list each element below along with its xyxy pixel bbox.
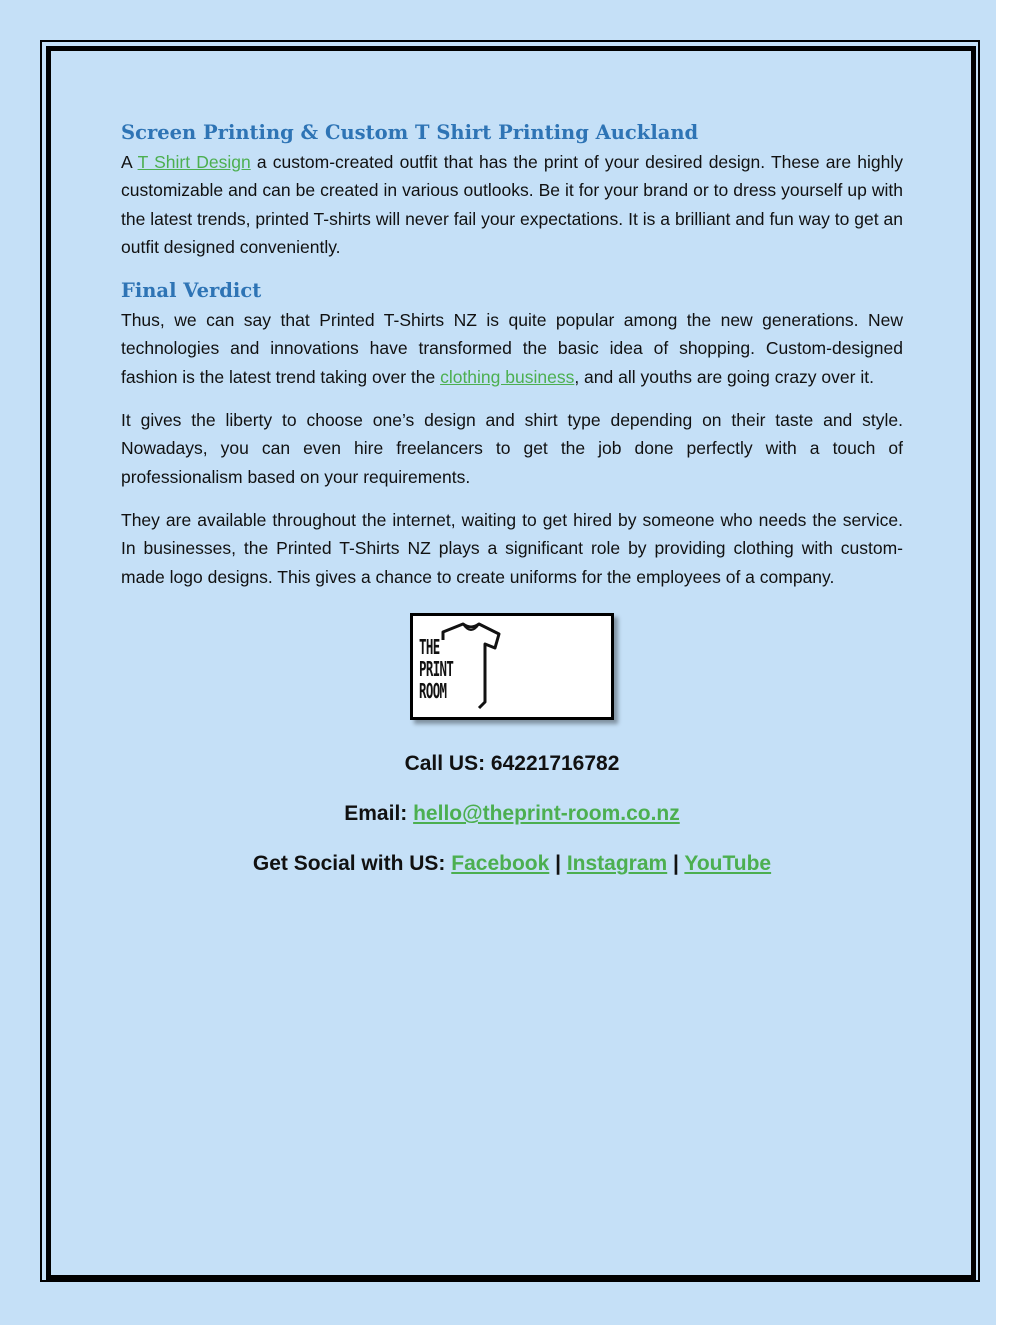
facebook-link[interactable]: Facebook [451, 852, 550, 876]
print-room-logo [410, 613, 614, 720]
instagram-link[interactable]: Instagram [566, 852, 668, 876]
verdict-paragraph-1: Thus, we can say that Printed T-Shirts NZ is quite popular among the new generations. New technologies and innovations have transformed the basic idea of shopping. Custom-designed fashion is the latest trend taking over the clothing business, and all youths are going crazy over it. [121, 310, 903, 387]
section-paragraph-intro: A T Shirt Design a custom-created outfit that has the print of your desired design. These are highly customizable and can be created in various outlooks. Be it for your brand or to dress yourself up with the latest trends, printed T-shirts will never fail your expectations. It is a brilliant and fun way to get an outfit designed conveniently. [121, 152, 903, 257]
section-heading-final-verdict: Final Verdict [121, 279, 262, 303]
section-heading-screen-printing: Screen Printing & Custom T Shirt Printing Auckland [121, 121, 699, 144]
call-us-line: Call US: 64221716782 [404, 751, 620, 775]
document-content [121, 118, 903, 879]
email-line: Email: hello@theprint-room.co.nz [344, 802, 680, 826]
youtube-link[interactable]: YouTube [684, 852, 772, 876]
email-link[interactable]: hello@theprint-room.co.nz [413, 802, 680, 826]
social-line: Get Social with US: Facebook | Instagram | YouTube [252, 852, 772, 876]
t-shirt-design-link[interactable]: T Shirt Design [137, 152, 251, 172]
verdict-paragraph-3: They are available throughout the internet, waiting to get hired by someone who needs the service. In businesses, the Printed T-Shirts NZ plays a significant role by providing clothing with custom-made logo designs. This gives a chance to create uniforms for the employees of a company. [121, 509, 903, 587]
clothing-business-link[interactable]: clothing business [440, 366, 575, 387]
logo-wordmark: THE PRINT ROOM [419, 634, 454, 703]
logo-container [121, 613, 903, 720]
verdict-paragraph-2: It gives the liberty to choose one’s design and shirt type depending on their taste and style. Nowadays, you can even hire freelancers to get the job done perfectly with a touch of professionalism based on your requirements. [121, 410, 903, 487]
